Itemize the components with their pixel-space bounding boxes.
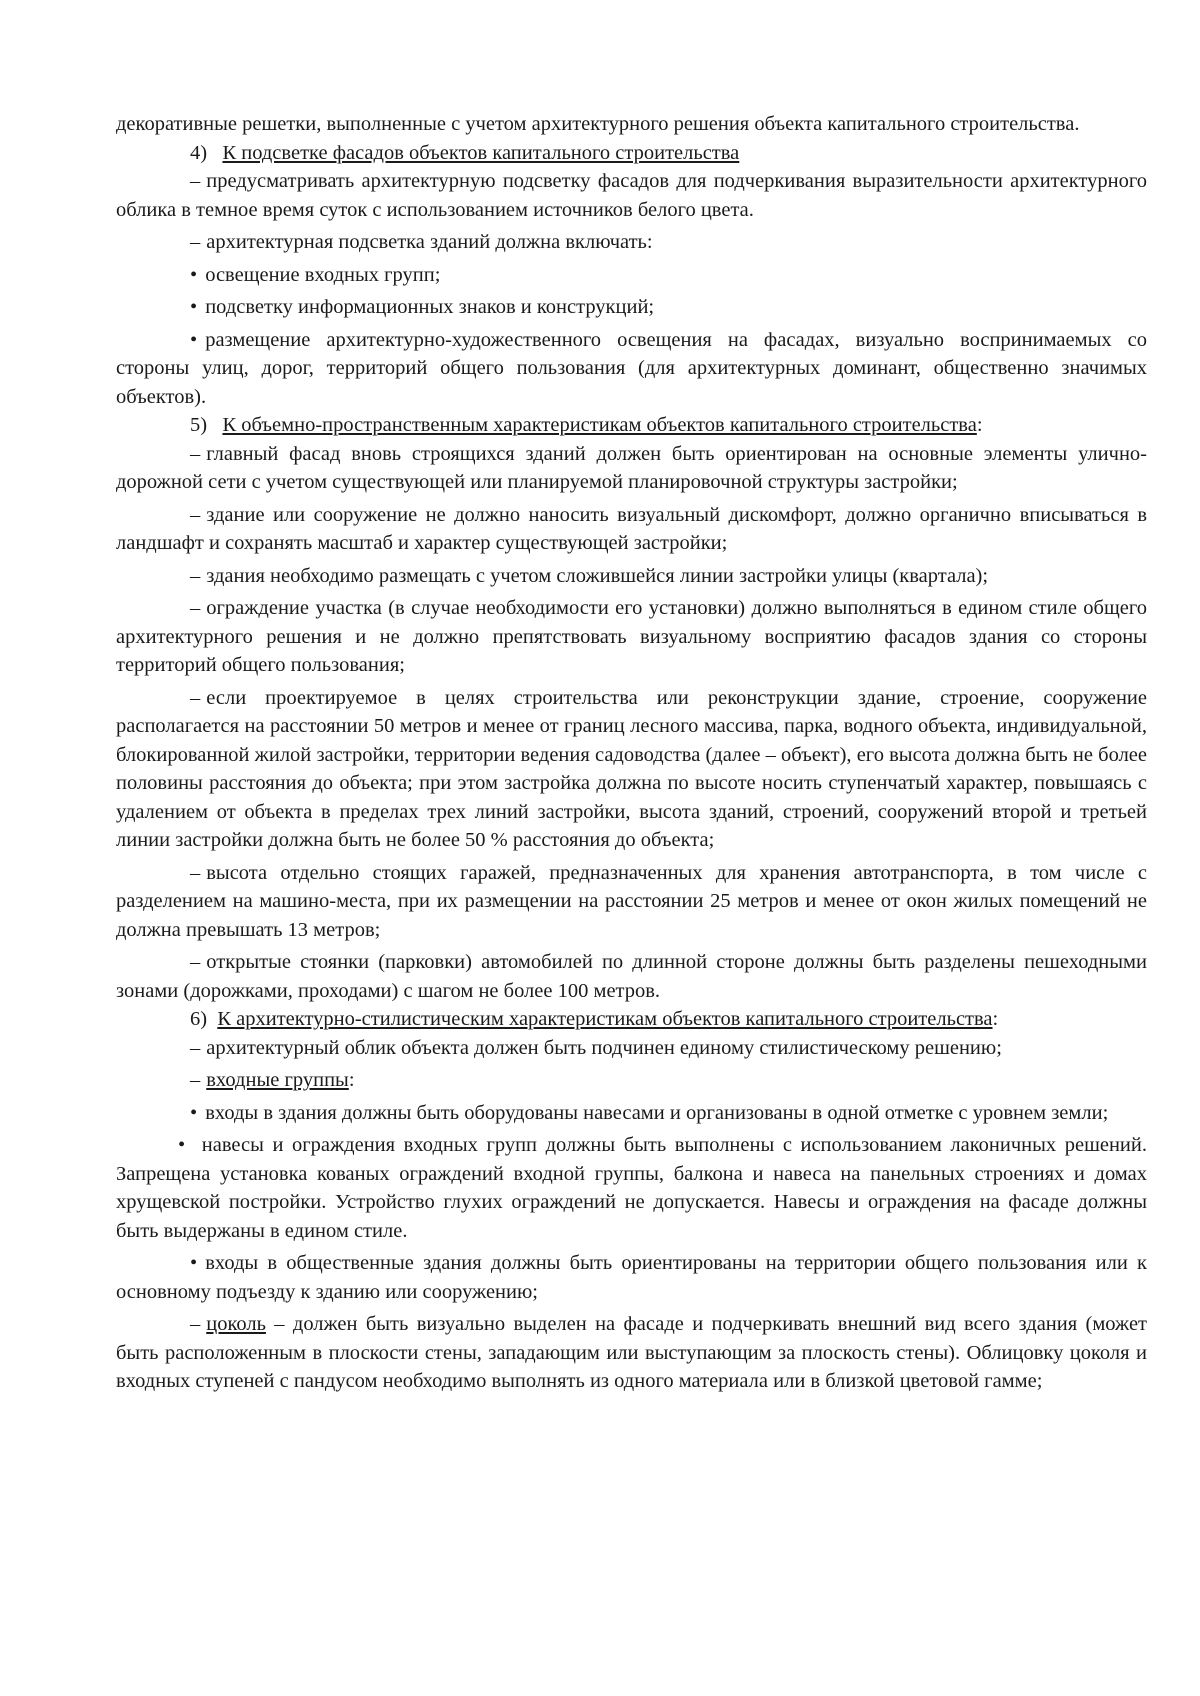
- section-heading-text: К архитектурно-стилистическим характеристикам объектов капитального строительства: [217, 1008, 993, 1030]
- list-item: – предусматривать архитектурную подсветку фасадов для подчеркивания выразительности архитектурного облика в темное время суток с использованием источников белого цвета.: [116, 170, 1147, 221]
- bullet-item: • подсветку информационных знаков и конструкций;: [190, 296, 655, 318]
- section-heading-4: 4) К подсветке фасадов объектов капитального строительства: [190, 141, 740, 164]
- section-heading-text: К объемно-пространственным характеристикам объектов капитального строительства: [222, 414, 977, 436]
- document-page: [116, 110, 1147, 1396]
- bullet-item: • навесы и ограждения входных групп должны быть выполнены с использованием лаконичных решений. Запрещена установка кованых ограждений входной группы, балкона и навеса на панельных строениях и домах хрущевской постройки. Устройство глухих ограждений не допускается. Навесы и ограждения на фасаде должны быть выдержаны в едином стиле.: [116, 1134, 1147, 1242]
- list-item: – здания необходимо размещать с учетом сложившейся линии застройки улицы (квартала);: [190, 564, 989, 587]
- list-item: – здание или сооружение не должно наносить визуальный дискомфорт, должно органично вписываться в ландшафт и сохранять масштаб и характер существующей застройки;: [116, 503, 1147, 554]
- list-item: – входные группы:: [190, 1069, 355, 1091]
- list-item: – архитектурная подсветка зданий должна включать:: [190, 231, 653, 253]
- section-heading-5: 5) К объемно-пространственным характеристикам объектов капитального строительства:: [190, 414, 983, 436]
- bullet-item: • размещение архитектурно-художественного освещения на фасадах, визуально воспринимаемых со стороны улиц, дорог, территорий общего пользования (для архитектурных доминант, общественно значимых объектов).: [116, 328, 1147, 408]
- underlined-term: цоколь: [206, 1313, 266, 1335]
- list-item: – архитектурный облик объекта должен быть подчинен единому стилистическому решению;: [190, 1036, 1002, 1059]
- bullet-item: • освещение входных групп;: [190, 263, 441, 286]
- section-heading-text: К подсветке фасадов объектов капитального строительства: [222, 141, 740, 164]
- bullet-item: • входы в здания должны быть оборудованы навесами и организованы в одной отметке с уровнем земли;: [190, 1101, 1109, 1124]
- list-item: – если проектируемое в целях строительства или реконструкции здание, строение, сооружение располагается на расстоянии 50 метров и менее от границ лесного массива, парка, водного объекта, индивидуальной, блокированной жилой застройки, территории ведения садоводства (далее – объект), его высота должна быть не более половины расстояния до объекта; при этом застройка должна по высоте носить ступенчатый характер, повышаясь с удалением от объекта в пределах трех линий застройки, высота зданий, строений, сооружений второй и третьей линии застройки должна быть не более 50 % расстояния до объекта;: [116, 686, 1147, 851]
- list-item: – главный фасад вновь строящихся зданий должен быть ориентирован на основные элементы улично-дорожной сети с учетом существующей или планируемой планировочной структуры застройки;: [116, 442, 1147, 493]
- list-item: – высота отдельно стоящих гаражей, предназначенных для хранения автотранспорта, в том числе с разделением на машино-места, при их размещении на расстоянии 25 метров и менее от окон жилых помещений не должна превышать 13 метров;: [116, 861, 1147, 941]
- paragraph-continuation: декоративные решетки, выполненные с учетом архитектурного решения объекта капитального строительства.: [116, 113, 1080, 135]
- bullet-item: • входы в общественные здания должны быть ориентированы на территории общего пользования или к основному подъезду к зданию или сооружению;: [116, 1252, 1147, 1303]
- underlined-term: входные группы: [206, 1069, 349, 1091]
- section-heading-6: 6) К архитектурно-стилистическим характеристикам объектов капитального строительства:: [190, 1008, 999, 1030]
- list-item: – открытые стоянки (парковки) автомобилей по длинной стороне должны быть разделены пешеходными зонами (дорожками, проходами) с шагом не более 100 метров.: [116, 951, 1147, 1002]
- list-item: – ограждение участка (в случае необходимости его установки) должно выполняться в едином стиле общего архитектурного решения и не должно препятствовать визуальному восприятию фасадов здания со стороны территорий общего пользования;: [116, 597, 1147, 676]
- list-item: – цоколь – должен быть визуально выделен на фасаде и подчеркивать внешний вид всего здания (может быть расположенным в плоскости стены, западающим или выступающим за плоскость стены). Облицовку цоколя и входных ступеней с пандусом необходимо выполнять из одного материала или в близкой цветовой гамме;: [116, 1313, 1147, 1392]
